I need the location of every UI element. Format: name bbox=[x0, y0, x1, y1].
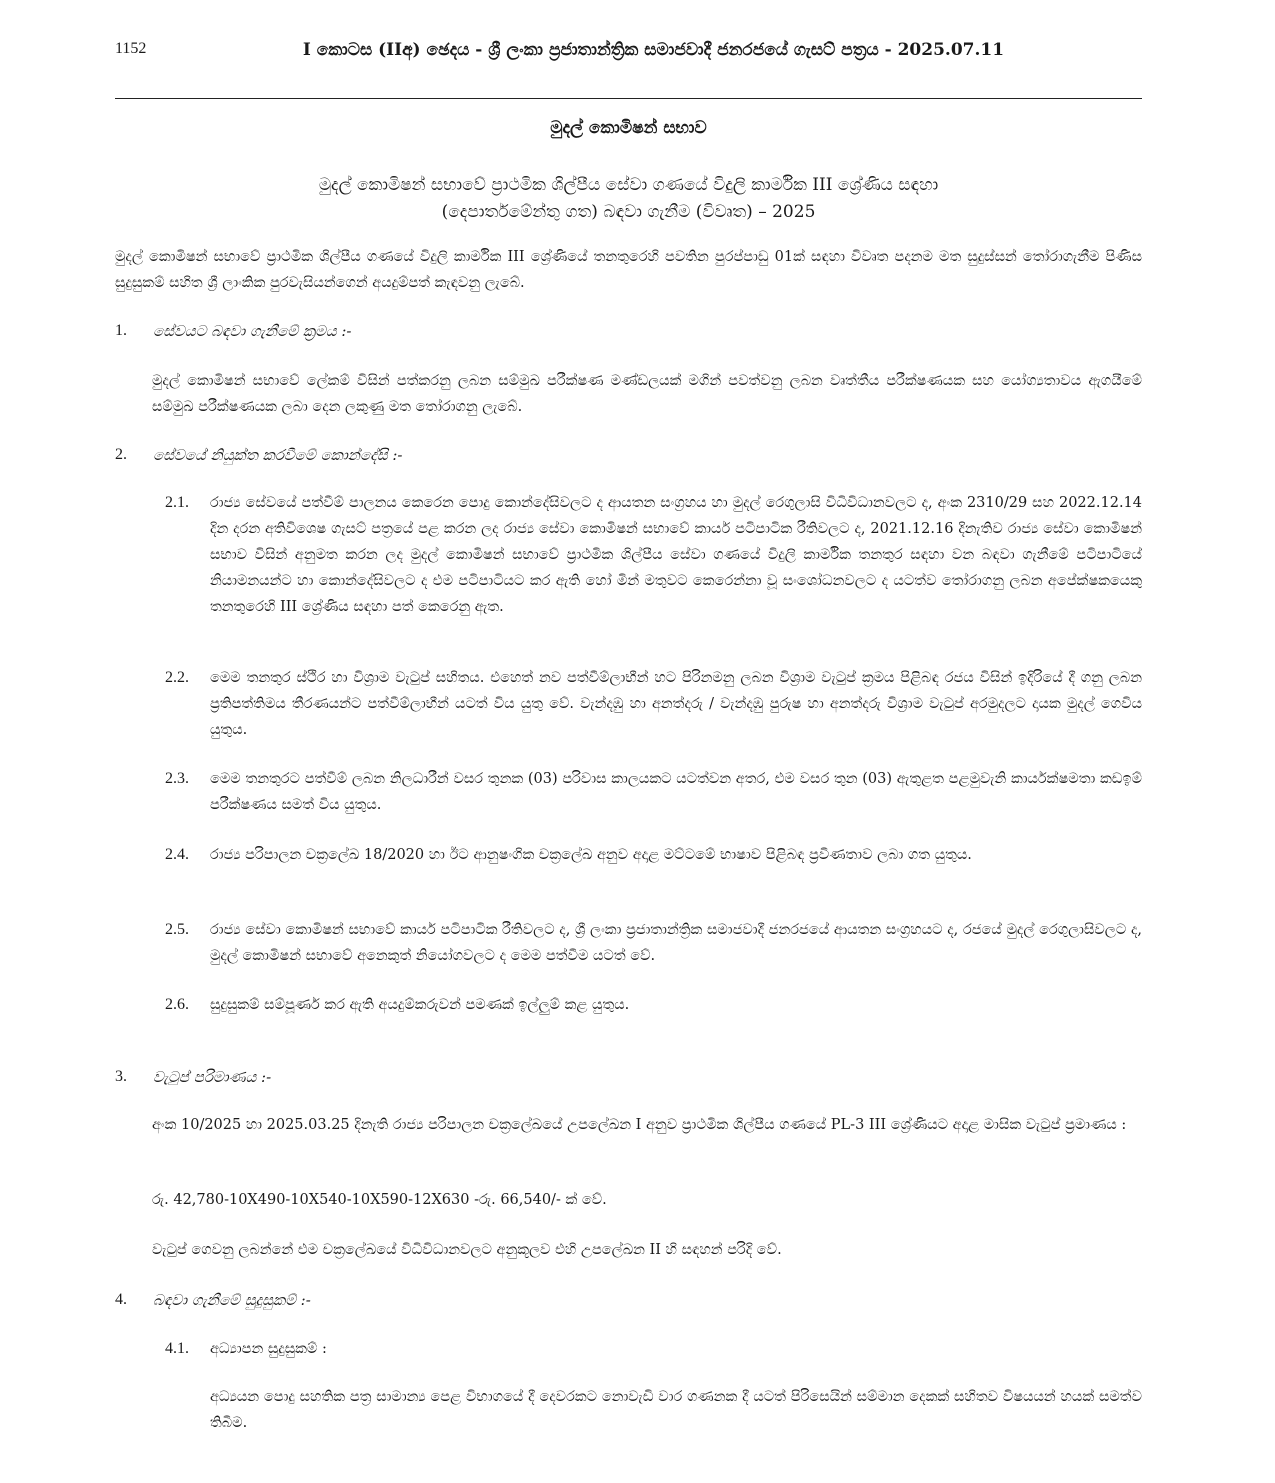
clause-number: 2.4. bbox=[165, 846, 189, 863]
clause-number: 2.3. bbox=[165, 770, 189, 787]
section-heading-label: සේවයේ නියුක්ත කරවීමේ කොන්දේසි :- bbox=[153, 446, 403, 464]
salary-scale-value: රු. 42,780-10X490-10X540-10X590-12X630 -රු. 66,540/- ක් වේ. bbox=[152, 1192, 607, 1208]
clause-number: 2.1. bbox=[165, 494, 189, 511]
notice-title-line2: (දෙපාර්තමේන්තු ගත) බඳවා ගැනීම (විවෘත) – 2025 bbox=[441, 202, 816, 222]
section-heading-label: වැටුප් පරිමාණය :- bbox=[153, 1068, 272, 1086]
section-title: මුදල් කොමිෂන් සභාව bbox=[550, 118, 707, 138]
clause-number: 2.5. bbox=[165, 921, 189, 938]
section-number: 4. bbox=[115, 1291, 127, 1308]
clause-text: මෙම තනතුරට පත්වීම් ලබන නිලධාරීන් වසර තුනක (03) පරිවාස කාලයකට යටත්වන අතර, එම වසර තුන (03) ඇතුළත පළමුවැනි කාර්යක්ෂමතා කඩඉම් පරීක්ෂණය සමත් විය යුතුය. bbox=[210, 771, 1142, 813]
section-number: 1. bbox=[115, 322, 127, 339]
page-header bbox=[115, 40, 1142, 99]
section-1-text: මුදල් කොමිෂන් සභාවේ ලේකම් විසින් පත්කරනු ලබන සම්මුඛ පරීක්ෂණ මණ්ඩලයක් මගින් පවත්වනු ලබන වෘත්තීය පරීක්ෂණයක සහ යෝග්‍යතාවය ඇගයීමේ සම්මුඛ පරීක්ෂණයක ලබා දෙන ලකුණු මත තෝරාගනු ලැබේ. bbox=[152, 373, 1142, 415]
section-heading-label: සේවයට බඳවා ගැනීමේ ක්‍රමය :- bbox=[153, 322, 352, 340]
clause-text: රාජ්‍ය සේවා කොමිෂන් සභාවේ කාර්ය පටිපාටික රීතිවලට ද, ශ්‍රී ලංකා ප්‍රජාතාන්ත්‍රික සමාජවාදී ජනරජයේ ආයතන සංග්‍රහයට ද, රජයේ මුදල් රෙගුලාසිවලට ද, මුදල් කොමිෂන් සභාවේ අනෙකුත් නියෝගවලට ද මෙම පත්වීම යටත් වේ. bbox=[210, 922, 1142, 964]
page-number: 1152 bbox=[115, 40, 147, 57]
clause-label: අධ්‍යාපන සුදුසුකම් : bbox=[210, 1341, 327, 1357]
education-qualification-text: අධ්‍යයන පොදු සහතික පත්‍ර සාමාන්‍ය පෙළ විභාගයේ දී දෙවරකට නොවැඩි වාර ගණනක දී යටත් පිරිසෙයින් සම්මාන දෙකක් සහිතව විෂයයන් හයක් සමත්ව තිබීම. bbox=[210, 1389, 1142, 1431]
notice-title bbox=[115, 172, 1142, 226]
clause-text: රාජ්‍ය පරිපාලන චක්‍රලේඛ 18/2020 හා ඊට ආනුෂංගික චක්‍රලේඛ අනුව අදාළ මට්ටමේ භාෂාව පිළිබඳ ප්‍රවීණතාව ලබා ගත යුතුය. bbox=[210, 847, 972, 863]
section-heading-label: බඳවා ගැනීමේ සුදුසුකම් :- bbox=[153, 1291, 311, 1309]
clause-number: 4.1. bbox=[165, 1340, 189, 1357]
header-title: I කොටස (IIඅ) ඡෙදය - ශ්‍රී ලංකා ප්‍රජාතාන්ත්‍රික සමාජවාදී ජනරජයේ ගැසට් පත්‍රය - 2025.07.11 bbox=[302, 40, 1005, 60]
clause-number: 2.2. bbox=[165, 669, 189, 686]
section-number: 2. bbox=[115, 446, 127, 463]
clause-text: මෙම තනතුර ස්ථිර හා විශ්‍රාම වැටුප් සහිතය. එහෙත් නව පත්වීම්ලාභීන් හට පිරිනමනු ලබන විශ්‍රාම වැටුප් ක්‍රමය පිළිබඳ රජය විසින් ඉදිරියේ දී ගනු ලබන ප්‍රතිපත්තිමය තීරණයන්ට පත්වීම්ලාභීන් යටත් විය යුතු වේ. වැන්දඹු හා අනත්දරු / වැන්දඹු පුරුෂ හා අනත්දරු විශ්‍රාම වැටුප් අරමුදලට දායක මුදල් ගෙවිය යුතුය. bbox=[210, 670, 1142, 738]
salary-scale-text: අංක 10/2025 හා 2025.03.25 දිනැති රාජ්‍ය පරිපාලන චක්‍රලේඛයේ උපලේඛන I අනුව ප්‍රාථමික ශිල්පීය ගණයේ PL-3 III ශ්‍රේණියට අදාළ මාසික වැටුප් ප්‍රමාණය : bbox=[152, 1117, 1127, 1133]
intro-paragraph: මුදල් කොමිෂන් සභාවේ ප්‍රාථමික ශිල්පීය ගණයේ විදුලි කාර්මික III ශ්‍රේණියේ තනතුරෙහි පවතින පුරප්පාඩු 01ක් සඳහා විවෘත පදනම මත සුදුස්සන් තෝරාගැනීම පිණිස සුදුසුකම් සහිත ශ්‍රී ලාංකික පුරවැසියන්ගෙන් අයදුම්පත් කැඳවනු ලැබේ. bbox=[115, 249, 1142, 291]
section-number: 3. bbox=[115, 1068, 127, 1085]
clause-text: රාජ්‍ය සේවයේ පත්වීම් පාලනය කෙරෙන පොදු කොන්දේසිවලට ද ආයතන සංග්‍රහය හා මුදල් රෙගුලාසි විධිවිධානවලට ද, අංක 2310/29 සහ 2022.12.14 දින දරන අතිවිශෙෂ ගැසට් පත්‍රයේ පළ කරන ලද රාජ්‍ය සේවා කොමිෂන් සභාවේ කාර්ය පටිපාටික රීතිවලට ද, 2021.12.16 දිනැතිව රාජ්‍ය සේවා කොමිෂන් සභාව විසින් අනුමත කරන ලද මුදල් කොමිෂන් සභාවේ ප්‍රාථමික ශිල්පීය සේවා ගණයේ විදුලි කාර්මික තනතුර සඳහා වන බඳවා ගැනීමේ පටිපාටියේ නියාමනයන්ට හා කොන්දේසිවලට ද එම පටිපාටියට කර ඇති හෝ මින් මතුවට කෙරෙන්නා වූ සංශෝධනවලට ද යටත්ව තෝරාගනු ලබන අපේක්ෂකයෙකු තනතුරෙහි III ශ්‍රේණිය සඳහා පත් කෙරෙනු ඇත. bbox=[210, 495, 1142, 615]
clause-number: 2.6. bbox=[165, 996, 189, 1013]
notice-title-line1: මුදල් කොමිෂන් සභාවේ ප්‍රාථමික ශිල්පීය සේවා ගණයේ විදුලි කාර්මික III ශ්‍රේණිය සඳහා bbox=[318, 175, 939, 195]
salary-payment-note: වැටුප් ගෙවනු ලබන්නේ එම චක්‍රලේඛයේ විධිවිධානවලට අනුකූලව එහි උපලේඛන II හි සඳහන් පරිදි වේ. bbox=[152, 1242, 782, 1258]
clause-text: සුදුසුකම් සම්පූර්ණ කර ඇති අයදුම්කරුවන් පමණක් ඉල්ලුම් කළ යුතුය. bbox=[210, 997, 630, 1013]
